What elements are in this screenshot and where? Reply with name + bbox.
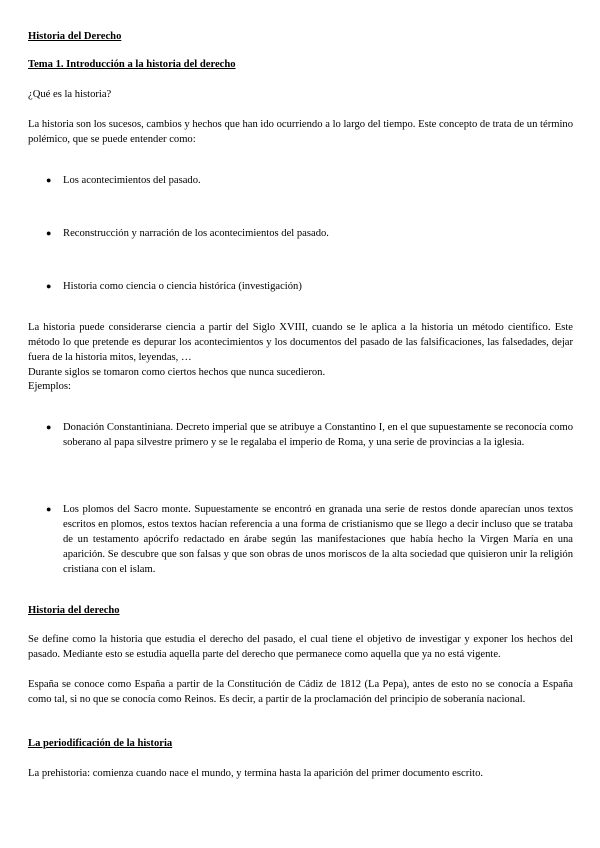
bullet-icon: ●	[46, 422, 52, 432]
definition-text: Historia como ciencia o ciencia histórica (investigación)	[63, 281, 302, 292]
tema-heading: Tema 1. Introducción a la historia del derecho	[28, 59, 236, 70]
question-line: ¿Qué es la historia?	[28, 89, 112, 100]
example-text: Donación Constantiniana. Decreto imperial que se atribuye a Constantino I, en el que supuestamente se reconocía como soberano al papa silvestre primero y se le regalaba el imperio de Roma, y una serie de provincias a la iglesia.	[63, 422, 573, 448]
periodization-heading: La periodificación de la historia	[28, 738, 173, 749]
law-history-paragraph: Se define como la historia que estudia el derecho del pasado, el cual tiene el objetivo de investigar y exponer los hechos del pasado. Mediante esto se estudia aquella parte del derecho que permanece como aquella que ya no está vigente.	[28, 634, 573, 660]
document-page	[28, 0, 573, 848]
bullet-icon: ●	[46, 228, 52, 238]
intro-paragraph: La historia son los sucesos, cambios y hechos que han ido ocurriendo a lo largo del tiempo. Este concepto de trata de un término polémico, que se puede entender como:	[28, 119, 573, 145]
false-facts-line: Durante siglos se tomaron como ciertos hechos que nunca sucedieron.	[28, 367, 326, 378]
bullet-icon: ●	[46, 281, 52, 291]
law-history-heading: Historia del derecho	[28, 605, 120, 616]
bullet-icon: ●	[46, 175, 52, 185]
definition-text: Reconstrucción y narración de los acontecimientos del pasado.	[63, 228, 329, 239]
examples-label: Ejemplos:	[28, 381, 71, 392]
science-paragraph: La historia puede considerarse ciencia a partir del Siglo XVIII, cuando se le aplica a la historia un método científico. Este método lo que pretende es depurar los acontecimientos y los documentos del pasado de las falsificaciones, las falsedades, dejar fuera de la historia mitos, leyendas, …	[28, 322, 573, 363]
definition-text: Los acontecimientos del pasado.	[63, 175, 201, 186]
bullet-icon: ●	[46, 504, 52, 514]
prehistory-line: La prehistoria: comienza cuando nace el mundo, y termina hasta la aparición del primer documento escrito.	[28, 768, 484, 779]
spain-paragraph: España se conoce como España a partir de la Constitución de Cádiz de 1812 (La Pepa), antes de esto no se conocía a España como tal, si no que se conocía como Reinos. Es decir, a partir de la proclamación del principio de soberanía nacional.	[28, 679, 573, 705]
example-text: Los plomos del Sacro monte. Supuestamente se encontró en granada una serie de restos donde aparecían unos textos escritos en plomos, estos textos hacían referencia a una forma de cristianismo que se llego a decir incluso que se trataba de un testamento apócrifo redactado en árabe según las manifestaciones que había hecho la Virgen María en una aparición. Se descubre que son falsas y que son obras de unos moriscos de la alta sociedad que quisieron unir la religión cristiana con el islam.	[63, 504, 573, 575]
document-title: Historia del Derecho	[28, 31, 122, 42]
